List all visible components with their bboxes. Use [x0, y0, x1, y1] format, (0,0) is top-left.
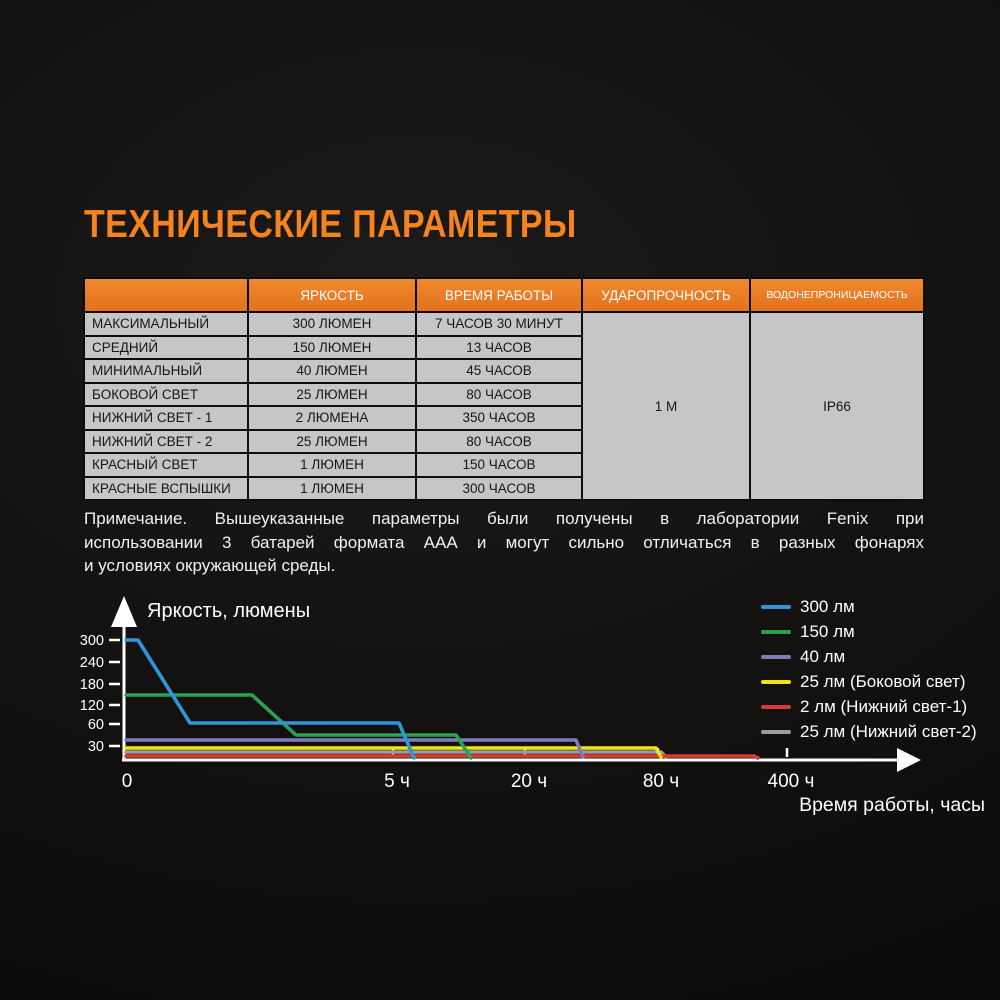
legend-swatch-icon	[761, 730, 791, 734]
runtime-cell: 300 ЧАСОВ	[416, 477, 582, 501]
svg-text:5 ч: 5 ч	[384, 771, 410, 792]
legend-swatch-icon	[761, 605, 791, 609]
brightness-cell: 25 ЛЮМЕН	[248, 383, 416, 407]
legend-swatch-icon	[761, 655, 791, 659]
brightness-cell: 1 ЛЮМЕН	[248, 477, 416, 501]
runtime-cell: 350 ЧАСОВ	[416, 406, 582, 430]
mode-cell: НИЖНИЙ СВЕТ - 1	[84, 406, 248, 430]
y-axis-arrow-icon	[111, 596, 137, 627]
header-runtime: ВРЕМЯ РАБОТЫ	[416, 278, 582, 312]
header-impact: УДАРОПРОЧНОСТЬ	[582, 278, 750, 312]
svg-text:0: 0	[121, 771, 133, 792]
legend-swatch-icon	[761, 705, 791, 709]
svg-text:120: 120	[79, 698, 104, 714]
brightness-cell: 300 ЛЮМЕН	[248, 312, 416, 336]
note	[84, 507, 924, 578]
chart-series	[126, 640, 758, 758]
note-line: Примечание. Вышеуказанные параметры были получены в лаборатории Fenix при	[84, 509, 924, 528]
table-row	[84, 312, 924, 336]
brightness-cell: 25 ЛЮМЕН	[248, 430, 416, 454]
legend-label: 25 лм (Нижний свет-2)	[800, 721, 977, 741]
legend-label: 40 лм	[800, 646, 846, 666]
header-waterproof: ВОДОНЕПРОНИЦАЕМОСТЬ	[750, 278, 924, 312]
specs-table	[83, 277, 925, 501]
legend-label: 300 лм	[800, 596, 855, 616]
brightness-cell: 1 ЛЮМЕН	[248, 453, 416, 477]
note-line: и условиях окружающей среды.	[84, 556, 336, 575]
note-line: использовании 3 батарей формата ААА и могут сильно отличаться в разных фонарях	[84, 532, 924, 552]
impact-value: 1 М	[582, 312, 750, 500]
mode-cell: БОКОВОЙ СВЕТ	[84, 383, 248, 407]
header-mode	[84, 278, 248, 312]
svg-text:30: 30	[87, 739, 104, 755]
legend-item	[761, 694, 977, 719]
mode-cell: МИНИМАЛЬНЫЙ	[84, 359, 248, 383]
waterproof-value: IP66	[750, 312, 924, 500]
mode-cell: НИЖНИЙ СВЕТ - 2	[84, 430, 248, 454]
table-header-row	[84, 278, 924, 312]
runtime-cell: 80 ЧАСОВ	[416, 383, 582, 407]
legend-label: 150 лм	[800, 621, 855, 641]
svg-text:400 ч: 400 ч	[767, 771, 815, 792]
svg-text:180: 180	[79, 677, 104, 693]
legend-item	[761, 719, 977, 744]
y-axis-ticks	[80, 633, 120, 755]
legend-item	[761, 594, 977, 619]
legend-swatch-icon	[761, 630, 791, 634]
legend-label: 25 лм (Боковой свет)	[800, 671, 966, 691]
svg-text:240: 240	[79, 655, 104, 671]
mode-cell: КРАСНЫЙ СВЕТ	[84, 453, 248, 477]
mode-cell: МАКСИМАЛЬНЫЙ	[84, 312, 248, 336]
chart-x-axis-title: Время работы, часы	[799, 794, 985, 816]
brightness-cell: 40 ЛЮМЕН	[248, 359, 416, 383]
chart-legend	[761, 594, 977, 744]
runtime-cell: 13 ЧАСОВ	[416, 336, 582, 360]
legend-swatch-icon	[761, 680, 791, 684]
mode-cell: СРЕДНИЙ	[84, 336, 248, 360]
page-title: ТЕХНИЧЕСКИЕ ПАРАМЕТРЫ	[84, 203, 577, 246]
brightness-cell: 150 ЛЮМЕН	[248, 336, 416, 360]
svg-text:20 ч: 20 ч	[510, 771, 548, 792]
runtime-cell: 80 ЧАСОВ	[416, 430, 582, 454]
runtime-cell: 7 ЧАСОВ 30 МИНУТ	[416, 312, 582, 336]
legend-label: 2 лм (Нижний свет-1)	[800, 696, 968, 716]
chart-y-axis-title: Яркость, люмены	[147, 600, 311, 622]
svg-text:80 ч: 80 ч	[642, 771, 680, 792]
legend-item	[761, 619, 977, 644]
runtime-cell: 150 ЧАСОВ	[416, 453, 582, 477]
brightness-cell: 2 ЛЮМЕНА	[248, 406, 416, 430]
legend-item	[761, 644, 977, 669]
mode-cell: КРАСНЫЕ ВСПЫШКИ	[84, 477, 248, 501]
x-axis-arrow-icon	[897, 748, 921, 772]
svg-text:60: 60	[87, 717, 104, 733]
runtime-cell: 45 ЧАСОВ	[416, 359, 582, 383]
svg-text:300: 300	[79, 633, 104, 649]
header-brightness: ЯРКОСТЬ	[248, 278, 416, 312]
legend-item	[761, 669, 977, 694]
